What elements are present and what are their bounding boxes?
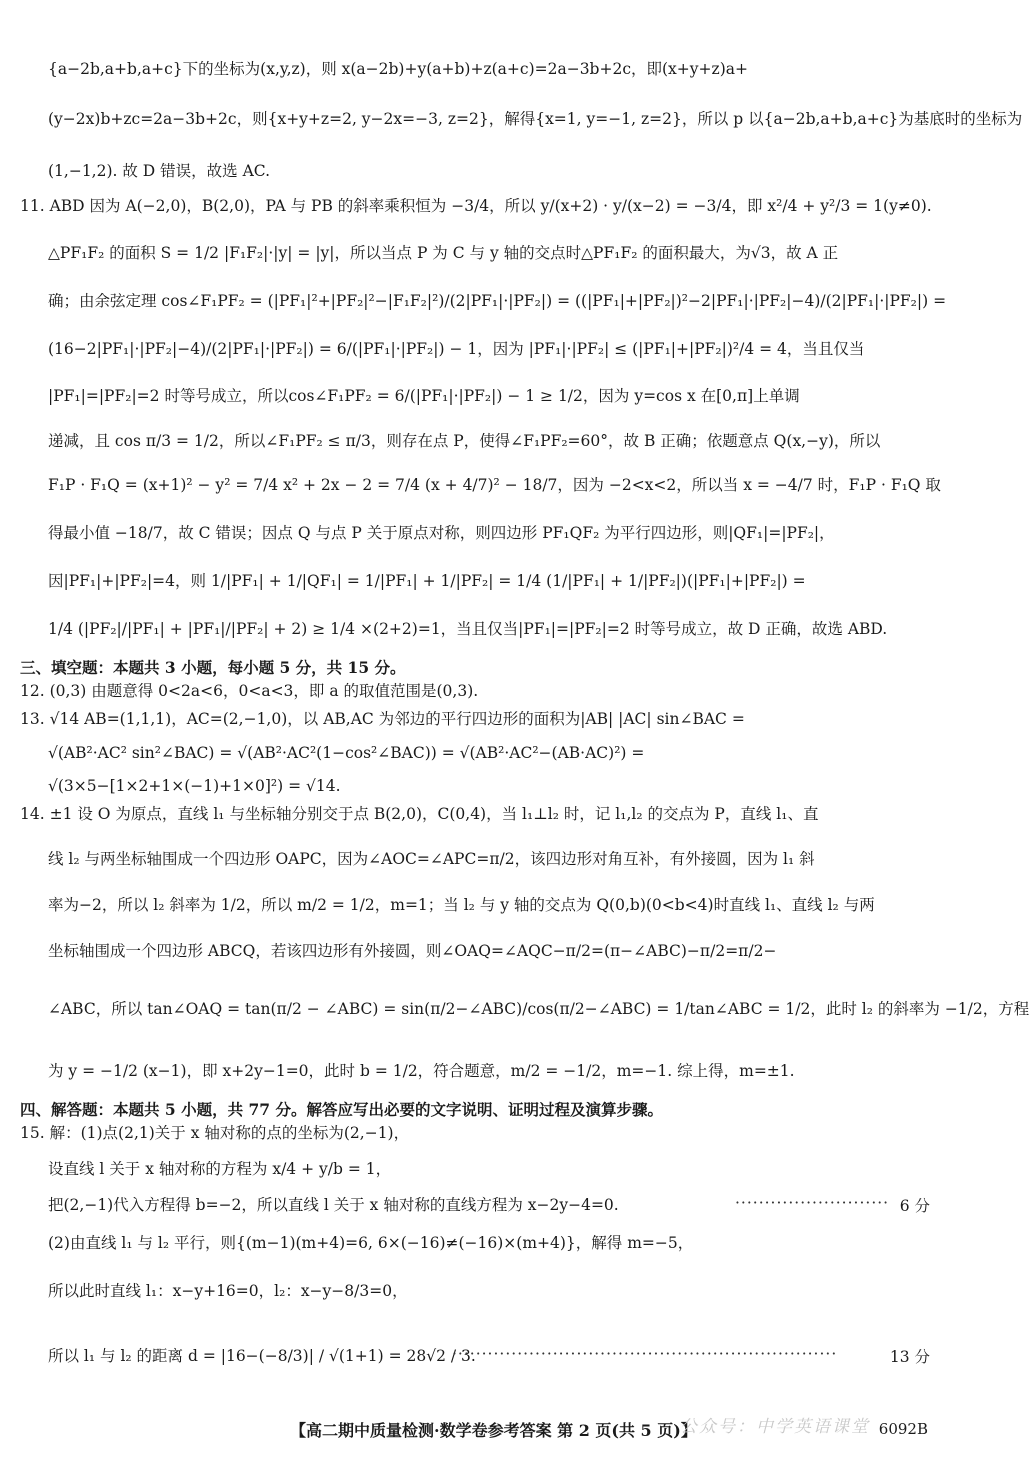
- text-line: √(3×5−[1×2+1×(−1)+1×0]²) = √14.: [48, 777, 341, 795]
- text-line: 12. (0,3) 由题意得 0<2a<6，0<a<3，即 a 的取值范围是(0,3).: [20, 682, 479, 700]
- text-line: √(AB²·AC² sin²∠BAC) = √(AB²·AC²(1−cos²∠BAC)) = √(AB²·AC²−(AB·AC)²) =: [48, 744, 645, 762]
- score-label: 6 分: [899, 1197, 930, 1215]
- paper-code: 6092B: [878, 1420, 928, 1438]
- text-line: 所以 l₁ 与 l₂ 的距离 d = |16−(−8/3)| / √(1+1) = 28√2 / 3.: [48, 1347, 476, 1365]
- dot-leader: ·································································: [452, 1345, 838, 1363]
- text-line: 11. ABD 因为 A(−2,0)，B(2,0)，PA 与 PB 的斜率乘积恒为 −3/4，所以 y/(x+2) · y/(x−2) = −3/4，即 x²/4 + y²/3 = 1(y≠0).: [20, 197, 932, 215]
- dot-leader: ··························: [735, 1194, 890, 1212]
- text-line: 1/4 (|PF₂|/|PF₁| + |PF₁|/|PF₂| + 2) ≥ 1/4 ×(2+2)=1，当且仅当|PF₁|=|PF₂|=2 时等号成立，故 D 正确，故选 ABD.: [48, 620, 888, 638]
- text-line: 设直线 l 关于 x 轴对称的方程为 x/4 + y/b = 1，: [48, 1160, 392, 1178]
- text-line: 得最小值 −18/7，故 C 错误；因点 Q 与点 P 关于原点对称，则四边形 PF₁QF₂ 为平行四边形，则|QF₁|=|PF₂|，: [48, 524, 835, 542]
- section-heading: 三、填空题：本题共 3 小题，每小题 5 分，共 15 分。: [20, 658, 406, 677]
- text-line: 因|PF₁|+|PF₂|=4，则 1/|PF₁| + 1/|QF₁| = 1/|PF₁| + 1/|PF₂| = 1/4 (1/|PF₁| + 1/|PF₂|)(|PF₁|+|PF₂|) =: [48, 572, 806, 590]
- text-line: |PF₁|=|PF₂|=2 时等号成立，所以cos∠F₁PF₂ = 6/(|PF₁|·|PF₂|) − 1 ≥ 1/2，因为 y=cos x 在[0,π]上单调: [48, 387, 800, 405]
- text-line: 为 y = −1/2 (x−1)，即 x+2y−1=0，此时 b = 1/2，符合题意，m/2 = −1/2，m=−1. 综上得，m=±1.: [48, 1062, 795, 1080]
- text-line: 线 l₂ 与两坐标轴围成一个四边形 OAPC，因为∠AOC=∠APC=π/2，该四边形对角互补，有外接圆，因为 l₁ 斜: [48, 850, 815, 868]
- text-line: F₁P · F₁Q = (x+1)² − y² = 7/4 x² + 2x − 2 = 7/4 (x + 4/7)² − 18/7，因为 −2<x<2，所以当 x = −4/7 时，F₁P · F₁Q 取: [48, 476, 941, 494]
- page-footer: 【高二期中质量检测·数学卷参考答案 第 2 页(共 5 页)】: [290, 1421, 697, 1440]
- text-line: (1,−1,2). 故 D 错误，故选 AC.: [48, 162, 271, 180]
- text-line: 15. 解：(1)点(2,1)关于 x 轴对称的点的坐标为(2,−1)，: [20, 1124, 410, 1142]
- section-heading: 四、解答题：本题共 5 小题，共 77 分。解答应写出必要的文字说明、证明过程及演算步骤。: [20, 1100, 663, 1119]
- text-line: 把(2,−1)代入方程得 b=−2，所以直线 l 关于 x 轴对称的直线方程为 x−2y−4=0.: [48, 1196, 619, 1214]
- text-line: (y−2x)b+zc=2a−3b+2c，则{x+y+z=2, y−2x=−3, z=2}，解得{x=1, y=−1, z=2}，所以 p 以{a−2b,a+b,a+c}为基底时的坐标为: [48, 110, 1023, 128]
- text-line: (16−2|PF₁|·|PF₂|−4)/(2|PF₁|·|PF₂|) = 6/(|PF₁|·|PF₂|) − 1，因为 |PF₁|·|PF₂| ≤ (|PF₁|+|PF₂|)²/4 = 4，当且仅当: [48, 340, 865, 358]
- text-line: 14. ±1 设 O 为原点，直线 l₁ 与坐标轴分别交于点 B(2,0)，C(0,4)，当 l₁⊥l₂ 时，记 l₁,l₂ 的交点为 P，直线 l₁、直: [20, 805, 819, 823]
- text-line: 所以此时直线 l₁：x−y+16=0，l₂：x−y−8/3=0，: [48, 1282, 408, 1300]
- text-line: {a−2b,a+b,a+c}下的坐标为(x,y,z)，则 x(a−2b)+y(a+b)+z(a+c)=2a−3b+2c，即(x+y+z)a+: [48, 60, 748, 78]
- watermark: 公众号：中学英语课堂: [680, 1417, 870, 1437]
- text-line: 率为−2，所以 l₂ 斜率为 1/2，所以 m/2 = 1/2，m=1；当 l₂ 与 y 轴的交点为 Q(0,b)(0<b<4)时直线 l₁、直线 l₂ 与两: [48, 896, 875, 914]
- text-line: 坐标轴围成一个四边形 ABCQ，若该四边形有外接圆，则∠OAQ=∠AQC−π/2=(π−∠ABC)−π/2=π/2−: [48, 942, 777, 960]
- text-line: 确；由余弦定理 cos∠F₁PF₂ = (|PF₁|²+|PF₂|²−|F₁F₂|²)/(2|PF₁|·|PF₂|) = ((|PF₁|+|PF₂|)²−2|PF₁|·|PF₂|−4)/(2|PF₁|·|PF₂|) =: [48, 292, 947, 310]
- text-line: ∠ABC，所以 tan∠OAQ = tan(π/2 − ∠ABC) = sin(π/2−∠ABC)/cos(π/2−∠ABC) = 1/tan∠ABC = 1/2，此时 l₂ 的斜率为 −1/2，方程: [48, 1000, 1029, 1018]
- text-line: 13. √14 AB=(1,1,1)，AC=(2,−1,0)，以 AB,AC 为邻边的平行四边形的面积为|AB| |AC| sin∠BAC =: [20, 710, 745, 728]
- score-label: 13 分: [889, 1348, 930, 1366]
- text-line: △PF₁F₂ 的面积 S = 1/2 |F₁F₂|·|y| = |y|，所以当点 P 为 C 与 y 轴的交点时△PF₁F₂ 的面积最大，为√3，故 A 正: [48, 244, 839, 262]
- text-line: (2)由直线 l₁ 与 l₂ 平行，则{(m−1)(m+4)=6, 6×(−16)≠(−16)×(m+4)}，解得 m=−5，: [48, 1234, 694, 1252]
- text-line: 递减，且 cos π/3 = 1/2，所以∠F₁PF₂ ≤ π/3，则存在点 P，使得∠F₁PF₂=60°，故 B 正确；依题意点 Q(x,−y)，所以: [48, 432, 881, 450]
